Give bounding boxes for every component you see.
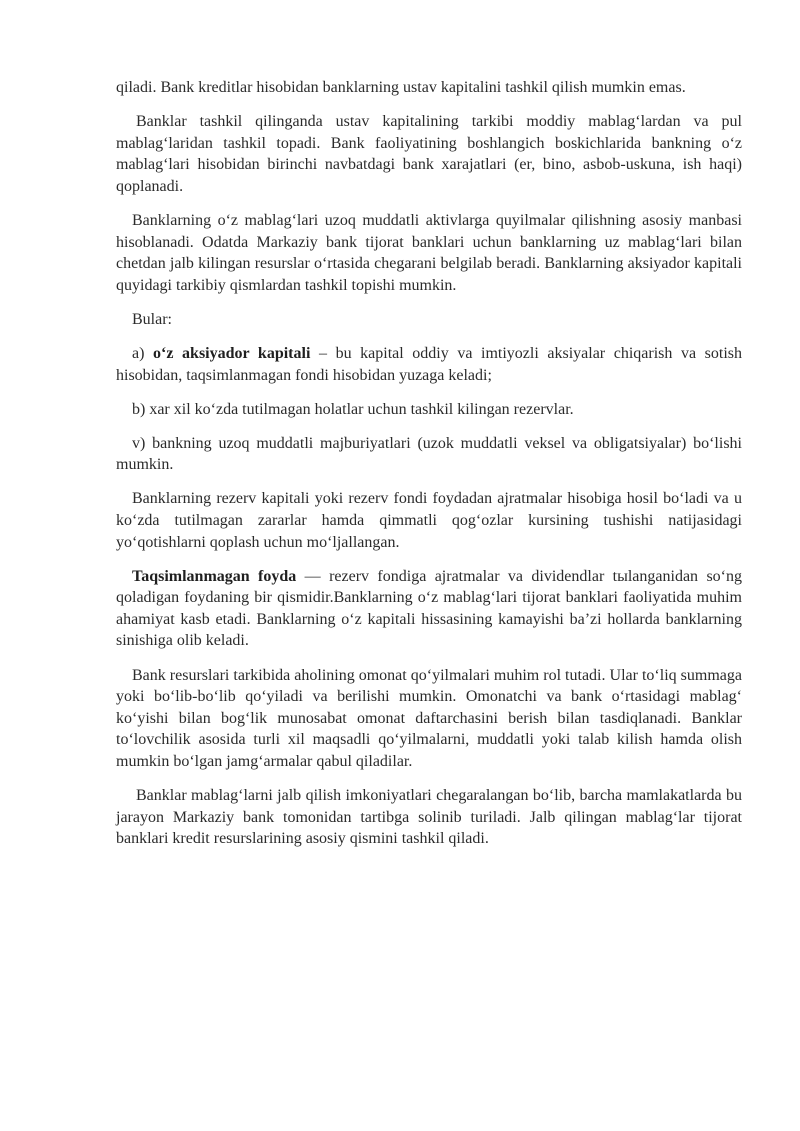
paragraph-charter-capital-composition: Banklar tashkil qilinganda ustav kapitalining tarkibi moddiy mablag‘lardan va pul mablag‘laridan tashkil topadi. Bank faoliyatining boshlangich boskichlarida bankning o‘z mablag‘lari hisobidan birinchi navbatdagi bank xarajatlari (er, bino, asbob-uskuna, ish haqi) qoplanadi.	[116, 113, 742, 195]
paragraph-own-funds-source: Banklarning o‘z mablag‘lari uzoq muddatli aktivlarga quyilmalar qilishning asosiy manbasi hisoblanadi. Odatda Markaziy bank tijorat banklari uchun banklarning uz mablag‘lari bilan chetdan jalb kilingan resurslar o‘rtasida chegarani belgilab beradi. Banklarning aksiyador kapitali quyidagi tarkibiy qismlardan tashkil topishi mumkin.	[116, 211, 742, 294]
list-item-a-term: o‘z aksiyador kapitali	[153, 344, 311, 362]
paragraph-reserve-capital: Banklarning rezerv kapitali yoki rezerv fondi foydadan ajratmalar hisobiga hosil bo‘ladi va u ko‘zda tutilmagan zararlar hamda qimmatli qog‘ozlar kursining tushishi natijasidagi yo‘qotishlarni qoplash uchun mo‘ljallangan.	[116, 490, 742, 551]
paragraph-attracted-funds: Banklar mablag‘larni jalb qilish imkoniyatlari chegaralangan bo‘lib, barcha mamlakatlarda bu jarayon Markaziy bank tomonidan tartibga solinib turiladi. Jalb qilingan mablag‘lar tijorat banklari kredit resurslarining asosiy qismini tashkil qiladi.	[116, 787, 742, 848]
retained-earnings-term: Taqsimlanmagan foyda	[132, 567, 297, 585]
list-item-v: v) bankning uzoq muddatli majburiyatlari (uzok muddatli veksel va obligatsiyalar) bo‘lishi mumkin.	[116, 434, 742, 474]
list-item-a	[116, 343, 742, 386]
paragraph-continuation: qiladi. Bank kreditlar hisobidan banklarning ustav kapitalini tashkil qilish mumkin emas.	[116, 79, 686, 96]
paragraph-list-intro: Bular:	[132, 310, 172, 328]
paragraph-retained-earnings	[116, 566, 742, 652]
document-page	[116, 77, 742, 862]
list-item-a-marker: a)	[132, 344, 154, 362]
list-item-a-text: – bu kapital oddiy va imtiyozli aksiyalar chiqarish va sotish hisobidan, taqsimlanmagan fondi hisobidan yuzaga keladi;	[116, 344, 743, 384]
paragraph-deposits: Bank resurslari tarkibida aholining omonat qo‘yilmalari muhim rol tutadi. Ular to‘liq summaga yoki bo‘lib-bo‘lib qo‘yiladi va berilishi mumkin. Omonatchi va bank o‘rtasidagi mablag‘ ko‘yishi bilan bog‘lik munosabat omonat daftarchasini berish bilan tasdiqlanadi. Banklar to‘lovchilik asosida turli xil maqsadli qo‘yilmalarni, muddatli yoki talab kilish hamda olish mumkin bo‘lgan jamg‘armalar qabul qiladilar.	[116, 666, 742, 770]
retained-earnings-text: — rezerv fondiga ajratmalar va dividendlar tыlanganidan so‘ng qoladigan foydaning bir qismidir.Banklarning o‘z mablag‘lari tijorat banklari faoliyatida muhim ahamiyat kasb etadi. Banklarning o‘z kapitali hissasining kamayishi ba’zi hollarda banklarning sinishiga olib keladi.	[116, 567, 743, 650]
list-item-b: b) xar xil ko‘zda tutilmagan holatlar uchun tashkil kilingan rezervlar.	[132, 400, 574, 418]
